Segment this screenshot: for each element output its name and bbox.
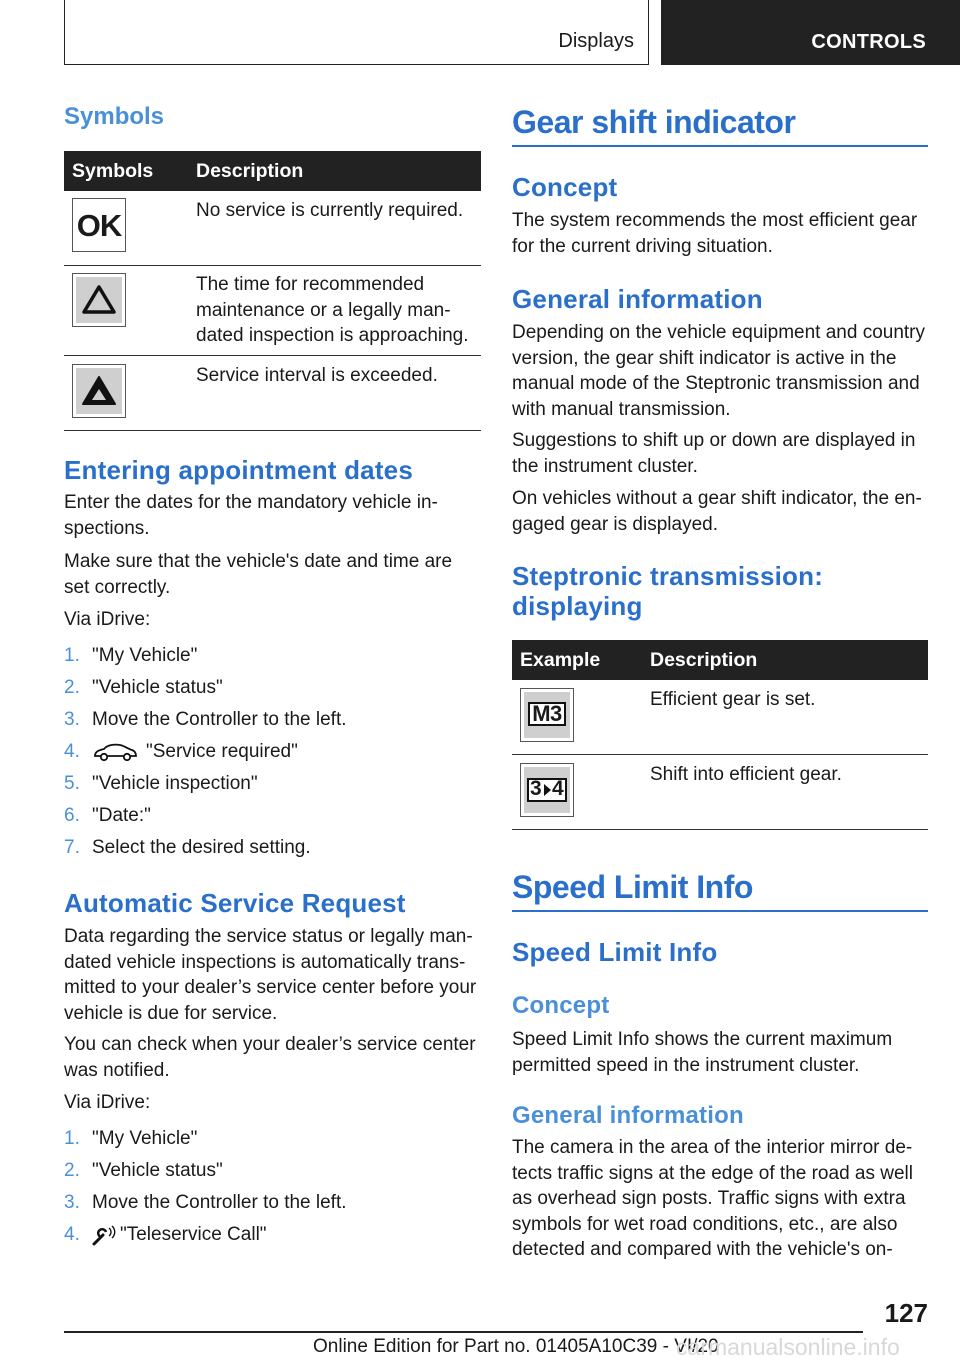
symbols-table-header <box>64 151 481 191</box>
table-row-divider <box>64 430 481 431</box>
table-row-divider <box>512 829 928 830</box>
footer-edition: Online Edition for Part no. 01405A10C39 - VI/20 <box>313 1336 719 1357</box>
concept-paragraph: The system recommends the most efficient gear for the current driving situation. <box>512 210 918 257</box>
symbols-row-desc: The time for recommended maintenance or a legally mandated inspection is approaching. <box>196 274 469 346</box>
warning-triangle-outline-icon <box>72 273 126 327</box>
heading-rule <box>512 145 928 147</box>
appointment-paragraph: Make sure that the vehicle's date and time are set correctly. <box>64 551 453 598</box>
section-label: Displays <box>558 30 634 52</box>
asr-paragraph: Via iDrive: <box>64 1092 151 1113</box>
speed-limit-heading: Speed Limit Info <box>512 869 753 905</box>
symbols-heading: Symbols <box>64 103 165 130</box>
description-col-header: Description <box>196 160 304 182</box>
gear-shift-3-to-4-icon: 3 4 <box>520 763 574 817</box>
list-item: 2. "Vehicle status" <box>64 1160 223 1181</box>
sli-general-paragraph: The camera in the area of the interior mirror detects traffic signs at the edge of the road as well as overhead sign posts. Traffic signs with extra symbols for wet road conditions, etc., are also detected and compared with the vehicle's on- <box>512 1137 913 1260</box>
table-row-divider <box>64 355 481 356</box>
gear-m3-icon: M3 <box>520 688 574 742</box>
concept-heading: Concept <box>512 172 618 202</box>
sli-concept-paragraph: Speed Limit Info shows the current maximum permitted speed in the instrument cluster. <box>512 1029 893 1076</box>
steptronic-heading-line2: displaying <box>512 591 643 621</box>
list-item: 1. "My Vehicle" <box>64 1128 198 1149</box>
symbols-row-desc: Service interval is exceeded. <box>196 365 438 386</box>
description-col-header: Description <box>650 649 758 671</box>
sli-concept-heading: Concept <box>512 992 610 1019</box>
teleservice-wrench-icon <box>92 1224 118 1252</box>
page-number: 127 <box>884 1298 928 1328</box>
steptronic-heading-line1: Steptronic transmission: <box>512 561 824 591</box>
general-info-paragraph: Suggestions to shift up or down are displayed in the instrument cluster. <box>512 430 916 477</box>
example-row-desc: Efficient gear is set. <box>650 689 816 710</box>
warning-triangle-filled-icon <box>72 364 126 418</box>
appointment-heading: Entering appointment dates <box>64 455 414 485</box>
footer-rule <box>64 1331 863 1333</box>
asr-paragraph: You can check when your dealer’s service center was notified. <box>64 1034 476 1081</box>
example-row-desc: Shift into efficient gear. <box>650 764 842 785</box>
asr-paragraph: Data regarding the service status or legally mandated vehicle inspections is automatically transmitted to your dealer’s service center before your vehicle is due for service. <box>64 926 477 1024</box>
gear-shift-heading: Gear shift indicator <box>512 104 796 140</box>
footer-watermark: carmanualsonline.info <box>676 1334 900 1360</box>
sli-general-heading: General information <box>512 1102 744 1129</box>
general-info-paragraph: Depending on the vehicle equipment and country version, the gear shift indicator is active in the manual mode of the Steptronic transmission and with manual transmission. <box>512 322 926 420</box>
speed-limit-subheading: Speed Limit Info <box>512 937 718 967</box>
general-info-heading: General information <box>512 284 763 314</box>
header-section-box <box>64 0 649 65</box>
list-item: 3. Move the Controller to the left. <box>64 1192 347 1213</box>
table-row-divider <box>512 754 928 755</box>
symbols-col-header: Symbols <box>72 160 154 182</box>
list-item: 6. "Date:" <box>64 805 151 826</box>
list-item: 7. Select the desired setting. <box>64 837 311 858</box>
heading-rule <box>512 910 928 912</box>
list-item: 3. Move the Controller to the left. <box>64 709 347 730</box>
list-item: 1. "My Vehicle" <box>64 645 198 666</box>
example-table-header <box>512 640 928 680</box>
table-row-divider <box>64 265 481 266</box>
list-item: 4. "Service required" <box>64 741 481 767</box>
list-item: 2. "Vehicle status" <box>64 677 223 698</box>
list-item: 4. "Teleservice Call" <box>64 1224 481 1250</box>
appointment-paragraph: Via iDrive: <box>64 609 151 630</box>
asr-heading: Automatic Service Request <box>64 888 406 918</box>
list-item: 5. "Vehicle inspection" <box>64 773 258 794</box>
symbols-row-desc: No service is currently required. <box>196 200 464 221</box>
header-chapter-box <box>661 0 960 65</box>
chapter-label: CONTROLS <box>811 31 926 53</box>
general-info-paragraph: On vehicles without a gear shift indicator, the engaged gear is displayed. <box>512 488 922 535</box>
ok-icon: OK <box>72 198 126 252</box>
example-col-header: Example <box>520 649 601 671</box>
appointment-paragraph: Enter the dates for the mandatory vehicle inspections. <box>64 492 438 539</box>
car-service-icon <box>92 741 138 769</box>
